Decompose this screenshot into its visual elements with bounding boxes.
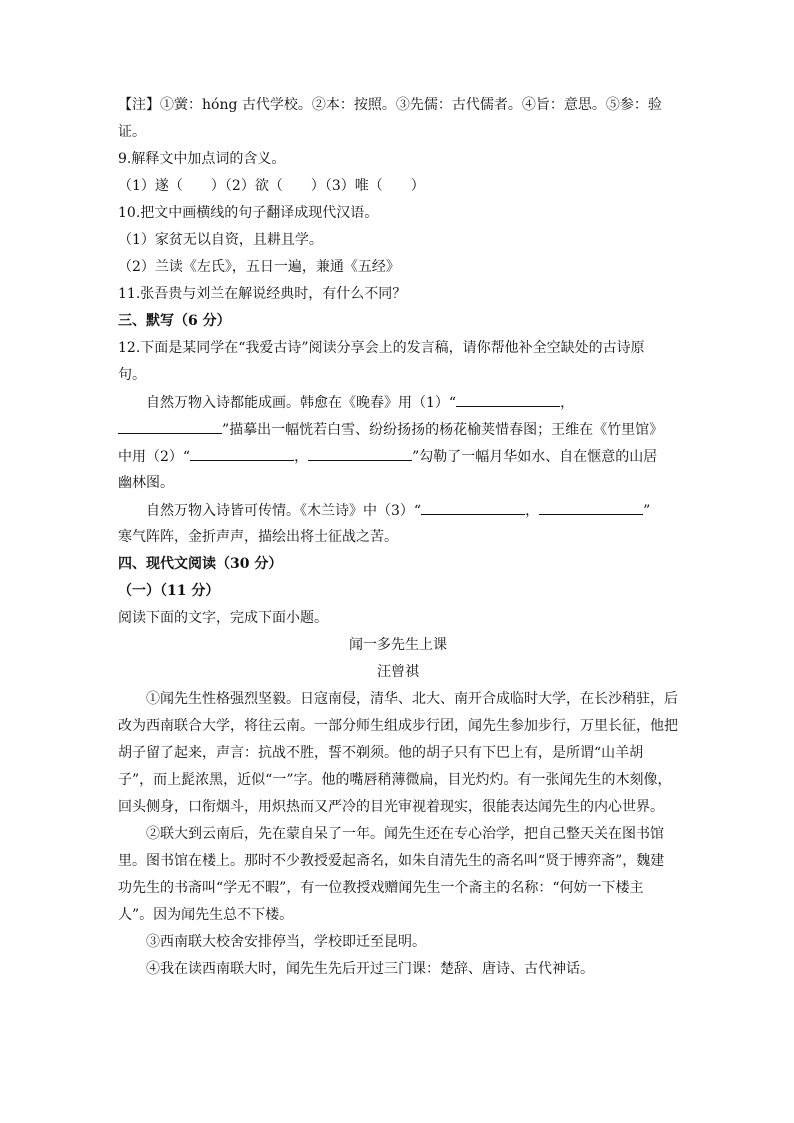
article-paragraph-3: ③西南联大校舍安排停当，学校即迁至昆明。 — [146, 934, 426, 950]
question-12-line-2: 句。 — [118, 367, 146, 383]
annotation-line-2: 证。 — [118, 124, 146, 140]
poem-paragraph-1-line-1 — [118, 389, 678, 416]
poem-paragraph-1-line-3 — [118, 443, 678, 470]
poem-quote-close: ” — [643, 503, 651, 519]
section-4-heading: 四、现代文阅读（30 分） — [118, 556, 283, 572]
poem-paragraph-1-line-4: 幽林图。 — [118, 475, 174, 491]
poem-paragraph-2-line-1 — [118, 497, 678, 524]
fill-blank[interactable] — [118, 416, 222, 434]
poem-text: 中用（2）“ — [118, 449, 191, 465]
document-content — [118, 92, 678, 983]
fill-blank[interactable] — [308, 443, 412, 461]
fill-blank[interactable] — [190, 443, 294, 461]
question-11-title: 11.张吾贵与刘兰在解说经典时，有什么不同？ — [118, 286, 407, 302]
poem-text: 自然万物入诗都能成画。韩愈在《晚春》用（1）“ — [146, 395, 457, 411]
article-title: 闻一多先生上课 — [349, 637, 447, 653]
article-paragraph-1: ①闻先生性格强烈坚毅。日寇南侵，清华、北大、南开合成临时大学，在长沙稍驻，后改为西南联合大学，将往云南。一部分师生组成步行团，闻先生参加步行，万里长征，他把胡子留了起来，声言：抗战不胜，誓不剃须。他的胡子只有下巴上有，是所谓“山羊胡子”，而上髭浓黑，近似“一”字。他的嘴唇稍薄微扁，目光灼灼。有一张闻先生的木刻像，回头侧身，口衔烟斗，用炽热而又严冷的目光审视着现实，很能表达闻先生的内心世界。 — [118, 691, 678, 815]
reading-instruction: 阅读下面的文字，完成下面小题。 — [118, 610, 328, 626]
section-4-subheading: （一）（11 分） — [118, 583, 220, 599]
article-paragraph-2: ②联大到云南后，先在蒙自呆了一年。闻先生还在专心治学，把自己整天关在图书馆里。图书馆在楼上。那时不少教授爱起斋名，如朱自清先生的斋名叫“贤于博弈斋”，魏建功先生的书斋叫“学无不暇”，有一位教授戏赠闻先生一个斋主的名称：“何妨一下楼主人”。因为闻先生总不下楼。 — [118, 826, 665, 923]
article-paragraph-4: ④我在读西南联大时，闻先生先后开过三门课：楚辞、唐诗、古代神话。 — [146, 961, 594, 977]
poem-comma: ， — [560, 395, 575, 411]
poem-paragraph-1-line-2 — [118, 416, 678, 443]
question-10-item-1: （1）家贫无以自资，且耕且学。 — [118, 232, 323, 248]
fill-blank[interactable] — [456, 389, 560, 407]
fill-blank[interactable] — [539, 497, 643, 515]
question-10-title: 10.把文中画横线的句子翻译成现代汉语。 — [118, 205, 379, 221]
poem-paragraph-2-line-2: 寒气阵阵，金折声声，描绘出将士征战之苦。 — [118, 529, 398, 545]
question-9-title: 9.解释文中加点词的含义。 — [118, 151, 286, 167]
poem-comma: ， — [294, 449, 309, 465]
section-3-heading: 三、默写（6 分） — [118, 313, 231, 329]
question-9-items: （1）遂（ ）（2）欲（ ）（3）唯（ ） — [118, 178, 425, 194]
fill-blank[interactable] — [421, 497, 525, 515]
question-12-line-1: 12.下面是某同学在“我爱古诗”阅读分享会上的发言稿，请你帮他补全空缺处的古诗原 — [118, 340, 645, 356]
poem-text: ”勾勒了一幅月华如水、自在惬意的山居 — [412, 449, 658, 465]
annotation-line-1: 【注】①黉：hóng 古代学校。②本：按照。③先儒：古代儒者。④旨：意思。⑤参：验 — [118, 97, 662, 113]
question-10-item-2: （2）兰读《左氏》，五日一遍，兼通《五经》 — [118, 259, 400, 275]
article-author: 汪曾祺 — [377, 664, 419, 680]
poem-text: 自然万物入诗皆可传情。《木兰诗》中（3）“ — [146, 503, 422, 519]
poem-text: ”描摹出一幅恍若白雪、纷纷扬扬的杨花榆荚惜春图；王维在《竹里馆》 — [222, 422, 664, 438]
poem-comma: ， — [525, 503, 540, 519]
